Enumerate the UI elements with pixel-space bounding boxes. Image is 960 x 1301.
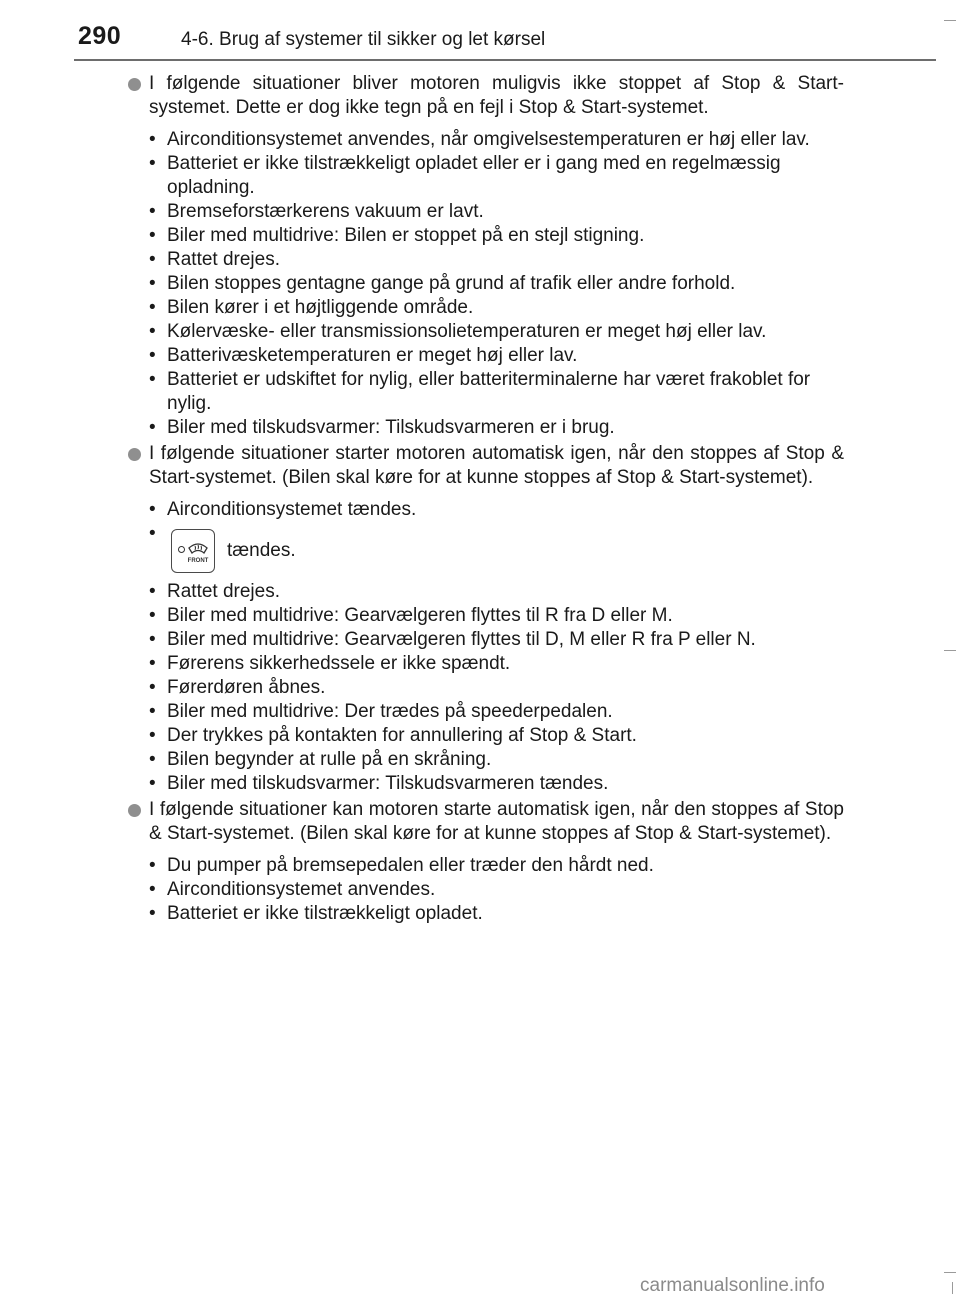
list-item: • Bremseforstærkerens vakuum er lavt. — [149, 200, 844, 224]
list-item: • Batteriet er udskiftet for nylig, eller batteriterminalerne har været frakoblet for nylig. — [149, 368, 844, 416]
page-content — [128, 72, 844, 926]
list-item: • Kølervæske- eller transmissionsolietemperaturen er meget høj eller lav. — [149, 320, 844, 344]
icon-label: • FRONT — [187, 558, 209, 564]
crop-mark — [952, 1282, 953, 1294]
list-item: • Der trykkes på kontakten for annullering af Stop & Start. — [149, 724, 844, 748]
list-item: • Biler med multidrive: Der trædes på speederpedalen. — [149, 700, 844, 724]
section-paragraph — [128, 72, 844, 120]
section-paragraph — [128, 442, 844, 490]
list-item: • Biler med tilskudsvarmer: Tilskudsvarmeren er i brug. — [149, 416, 844, 440]
list-item: • Biler med multidrive: Gearvælgeren flyttes til D, M eller R fra P eller N. — [149, 628, 844, 652]
crop-mark — [944, 1272, 956, 1273]
front-defroster-button-icon — [171, 529, 215, 573]
list-item: • Rattet drejes. — [149, 580, 844, 604]
watermark: carmanualsonline.info — [640, 1275, 825, 1296]
list-item: • Airconditionsystemet anvendes, når omgivelsestemperaturen er høj eller lav. — [149, 128, 844, 152]
list-item: • Biler med multidrive: Bilen er stoppet på en stejl stigning. — [149, 224, 844, 248]
list-item: • Batteriet er ikke tilstrækkeligt opladet eller er i gang med en regelmæssig opladning. — [149, 152, 844, 200]
condition-list — [128, 854, 844, 926]
list-item: • Batterivæsketemperaturen er meget høj eller lav. — [149, 344, 844, 368]
condition-list — [128, 128, 844, 440]
list-item: • Bilen begynder at rulle på en skråning. — [149, 748, 844, 772]
crop-mark — [944, 20, 956, 21]
page-number: 290 — [78, 22, 122, 50]
paragraph-text: I følgende situationer starter motoren automatisk igen, når den stoppes af Stop & Start-systemet. (Bilen skal køre for at kunne stoppes af Stop & Start-systemet). — [149, 443, 844, 488]
paragraph-text: I følgende situationer bliver motoren muligvis ikke stoppet af Stop & Start-systemet. Dette er dog ikke tegn på en fejl i Stop & Start-systemet. — [149, 73, 844, 118]
list-item-text: tændes. — [227, 540, 296, 561]
list-item: • Biler med tilskudsvarmer: Tilskudsvarmeren tændes. — [149, 772, 844, 796]
section-paragraph — [128, 798, 844, 846]
round-bullet-icon — [128, 448, 141, 461]
section-title: 4-6. Brug af systemer til sikker og let kørsel — [181, 29, 546, 50]
list-item: • Batteriet er ikke tilstrækkeligt opladet. — [149, 902, 844, 926]
list-item: • Airconditionsystemet anvendes. — [149, 878, 844, 902]
list-item: • Rattet drejes. — [149, 248, 844, 272]
list-item: • Du pumper på bremsepedalen eller træder den hårdt ned. — [149, 854, 844, 878]
list-item: • Førerdøren åbnes. — [149, 676, 844, 700]
round-bullet-icon — [128, 804, 141, 817]
crop-mark — [944, 650, 956, 651]
list-item: • Airconditionsystemet tændes. — [149, 498, 844, 522]
round-bullet-icon — [128, 78, 141, 91]
list-item: • Bilen stoppes gentagne gange på grund af trafik eller andre forhold. — [149, 272, 844, 296]
list-item: • Biler med multidrive: Gearvælgeren flyttes til R fra D eller M. — [149, 604, 844, 628]
condition-list — [128, 498, 844, 796]
list-item-with-icon — [149, 522, 844, 580]
page-header — [0, 0, 960, 60]
paragraph-text: I følgende situationer kan motoren starte automatisk igen, når den stoppes af Stop & Start-systemet. (Bilen skal køre for at kunne stoppes af Stop & Start-systemet). — [149, 799, 844, 844]
header-rule — [74, 59, 936, 61]
defroster-symbol-icon — [186, 538, 210, 564]
indicator-light-icon — [178, 546, 185, 553]
list-item: • Bilen kører i et højtliggende område. — [149, 296, 844, 320]
list-item: • Førerens sikkerhedssele er ikke spændt. — [149, 652, 844, 676]
